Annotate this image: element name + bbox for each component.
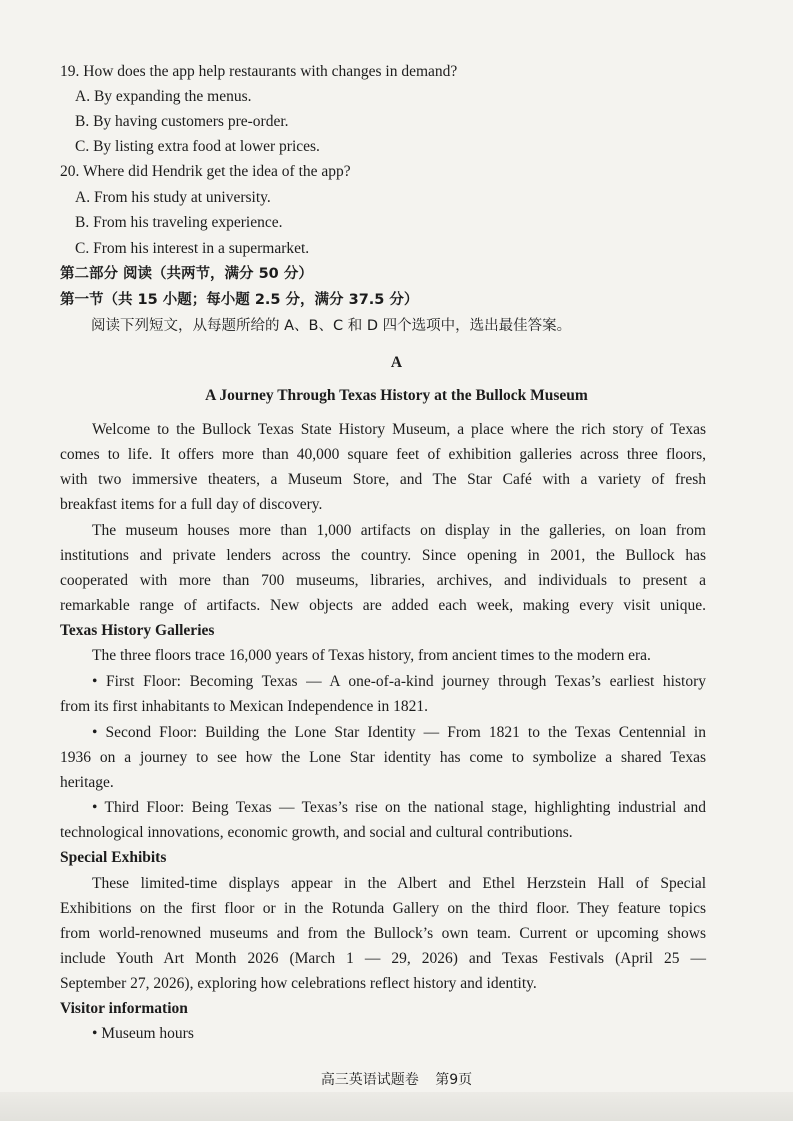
footer-page-number: 第9页 [435, 1072, 473, 1088]
question-19-stem: 19. How does the app help restaurants with changes in demand? [60, 63, 458, 80]
floor2-line-1: • Second Floor: Building the Lone Star Identity — From 1821 to the Texas Centennial in [92, 724, 706, 741]
visitor-item-hours: • Museum hours [92, 1025, 194, 1042]
passage-title: A Journey Through Texas History at the Bullock Museum [205, 387, 588, 404]
p2-line-2: institutions and private lenders across the country. Since opening in 2001, the Bullock has [60, 547, 706, 564]
question-20-option-c: C. From his interest in a supermarket. [75, 240, 310, 257]
page-footer [0, 1069, 793, 1089]
section1-heading: 第一节（共 15 小题；每小题 2.5 分，满分 37.5 分） [60, 292, 419, 308]
special-line-4: include Youth Art Month 2026 (March 1 — 29, 2026) and Texas Festivals (April 25 — [60, 950, 706, 967]
p2-line-1: The museum houses more than 1,000 artifacts on display in the galleries, on loan from [92, 522, 706, 539]
p1-line-1: Welcome to the Bullock Texas State History Museum, a place where the rich story of Texas [92, 421, 706, 438]
floor2-line-3: heritage. [60, 774, 114, 791]
floor3-line-2: technological innovations, economic growth, and social and cultural contributions. [60, 824, 573, 841]
floor1-line-2: from its first inhabitants to Mexican Independence in 1821. [60, 698, 429, 715]
special-line-2: Exhibitions on the first floor or in the Rotunda Gallery on the third floor. They feature topics [60, 900, 706, 917]
floor3-line-1: • Third Floor: Being Texas — Texas’s rise on the national stage, highlighting industrial and [92, 799, 706, 816]
p1-line-4: breakfast items for a full day of discovery. [60, 496, 323, 513]
p1-line-2: comes to life. It offers more than 40,000 square feet of exhibition galleries across three floors, [60, 446, 706, 463]
special-line-3: from world-renowned museums and from the Bullock’s own team. Current or upcoming shows [60, 925, 706, 942]
part2-heading: 第二部分 阅读（共两节，满分 50 分） [60, 266, 313, 282]
visitor-heading: Visitor information [60, 1000, 188, 1017]
question-19-option-b: B. By having customers pre-order. [75, 113, 289, 130]
p2-line-3: cooperated with more than 700 museums, libraries, archives, and individuals to present a [60, 572, 706, 589]
question-20-option-b: B. From his traveling experience. [75, 214, 283, 231]
floor2-line-2: 1936 on a journey to see how the Lone Star identity has come to symbolize a shared Texas [60, 749, 706, 766]
question-19-option-a: A. By expanding the menus. [75, 88, 252, 105]
question-19-option-c: C. By listing extra food at lower prices. [75, 138, 320, 155]
page-bottom-edge [0, 1092, 793, 1121]
footer-exam-title: 高三英语试题卷 [320, 1072, 419, 1088]
galleries-heading: Texas History Galleries [60, 622, 215, 639]
special-line-5: September 27, 2026), exploring how celebrations reflect history and identity. [60, 975, 537, 992]
special-line-1: These limited-time displays appear in the Albert and Ethel Herzstein Hall of Special [92, 875, 706, 892]
special-heading: Special Exhibits [60, 849, 167, 866]
p2-line-4: remarkable range of artifacts. New objects are added each week, making every visit unique. [60, 597, 706, 614]
p1-line-3: with two immersive theaters, a Museum Store, and The Star Café with a variety of fresh [60, 471, 706, 488]
passage-letter: A [390, 354, 403, 371]
galleries-intro: The three floors trace 16,000 years of Texas history, from ancient times to the modern era. [92, 647, 651, 664]
floor1-line-1: • First Floor: Becoming Texas — A one-of-a-kind journey through Texas’s earliest history [92, 673, 706, 690]
question-20-stem: 20. Where did Hendrik get the idea of the app? [60, 163, 351, 180]
instruction: 阅读下列短文，从每题所给的 A、B、C 和 D 四个选项中，选出最佳答案。 [91, 318, 572, 334]
question-20-option-a: A. From his study at university. [75, 189, 271, 206]
